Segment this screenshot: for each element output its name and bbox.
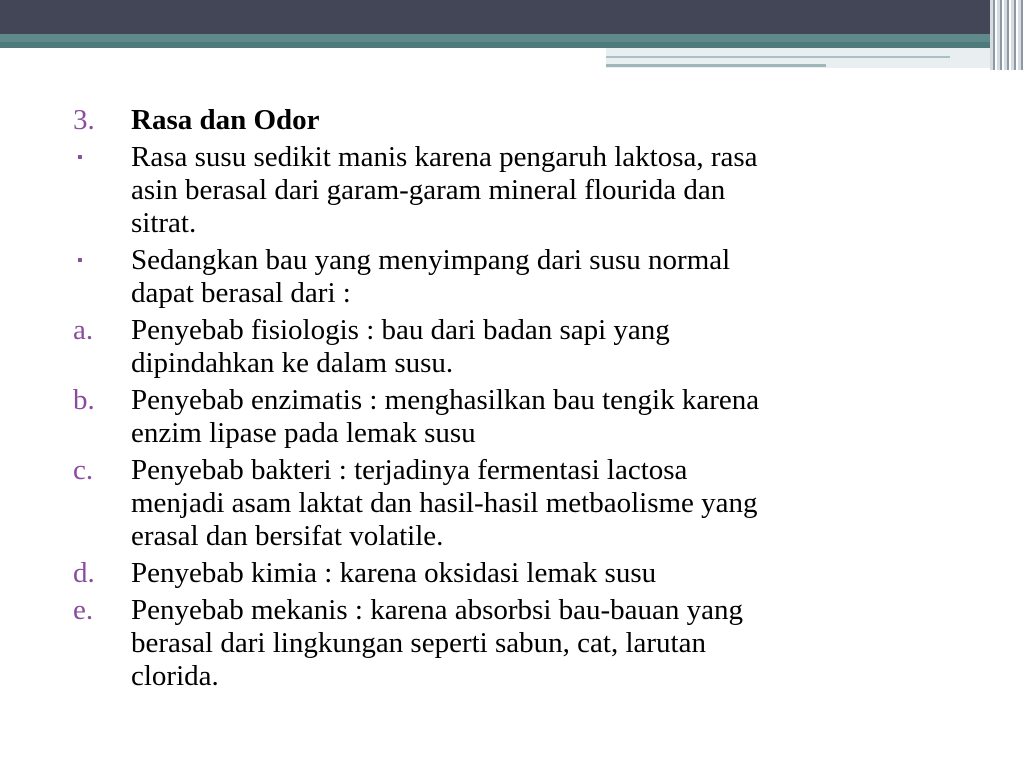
text-line: erasal dan bersifat volatile. xyxy=(131,520,444,552)
header-dark-bar xyxy=(0,0,1024,34)
text-line: Penyebab enzimatis : menghasilkan bau tengik karena xyxy=(131,384,760,416)
list-item-text xyxy=(131,244,971,310)
heading-number: 3. xyxy=(73,104,95,136)
text-line: Penyebab kimia : karena oksidasi lemak susu xyxy=(131,557,657,589)
text-line: clorida. xyxy=(131,660,219,692)
text-line: enzim lipase pada lemak susu xyxy=(131,417,476,449)
text-line: Rasa susu sedikit manis karena pengaruh laktosa, rasa xyxy=(131,141,758,173)
header-vertical-stripes xyxy=(990,0,1024,70)
text-line: dipindahkan ke dalam susu. xyxy=(131,347,454,379)
text-line: dapat berasal dari : xyxy=(131,277,351,309)
list-item-text xyxy=(131,384,971,450)
header-band-line xyxy=(606,56,950,58)
heading-item xyxy=(73,104,973,137)
list-item-text xyxy=(131,454,971,553)
list-item xyxy=(73,141,973,240)
list-letter: c. xyxy=(73,454,94,486)
list-item-text xyxy=(131,557,971,590)
list-item xyxy=(73,557,973,590)
text-line: asin berasal dari garam-garam mineral flourida dan xyxy=(131,174,726,206)
list-item xyxy=(73,594,973,693)
text-line: Penyebab mekanis : karena absorbsi bau-bauan yang xyxy=(131,594,744,626)
header-band-line xyxy=(606,64,826,67)
square-bullet-icon: ▪ xyxy=(77,149,83,166)
slide-content xyxy=(73,104,973,697)
square-bullet-icon: ▪ xyxy=(77,252,83,269)
text-line: menjadi asam laktat dan hasil-hasil metbaolisme yang xyxy=(131,487,758,519)
list-letter: b. xyxy=(73,384,95,416)
list-letter: a. xyxy=(73,314,94,346)
text-line: Sedangkan bau yang menyimpang dari susu normal xyxy=(131,244,731,276)
header-teal-bar xyxy=(0,34,1024,42)
list-item xyxy=(73,454,973,553)
list-item xyxy=(73,314,973,380)
list-letter: d. xyxy=(73,557,95,589)
list-letter: e. xyxy=(73,594,94,626)
text-line: sitrat. xyxy=(131,207,197,239)
list-item xyxy=(73,244,973,310)
heading-title: Rasa dan Odor xyxy=(131,104,320,136)
text-line: Penyebab bakteri : terjadinya fermentasi lactosa xyxy=(131,454,688,486)
list-item-text xyxy=(131,141,971,240)
list-item-text xyxy=(131,594,971,693)
text-line: Penyebab fisiologis : bau dari badan sapi yang xyxy=(131,314,670,346)
list-item-text xyxy=(131,314,971,380)
list-item xyxy=(73,384,973,450)
text-line: berasal dari lingkungan seperti sabun, cat, larutan xyxy=(131,627,706,659)
